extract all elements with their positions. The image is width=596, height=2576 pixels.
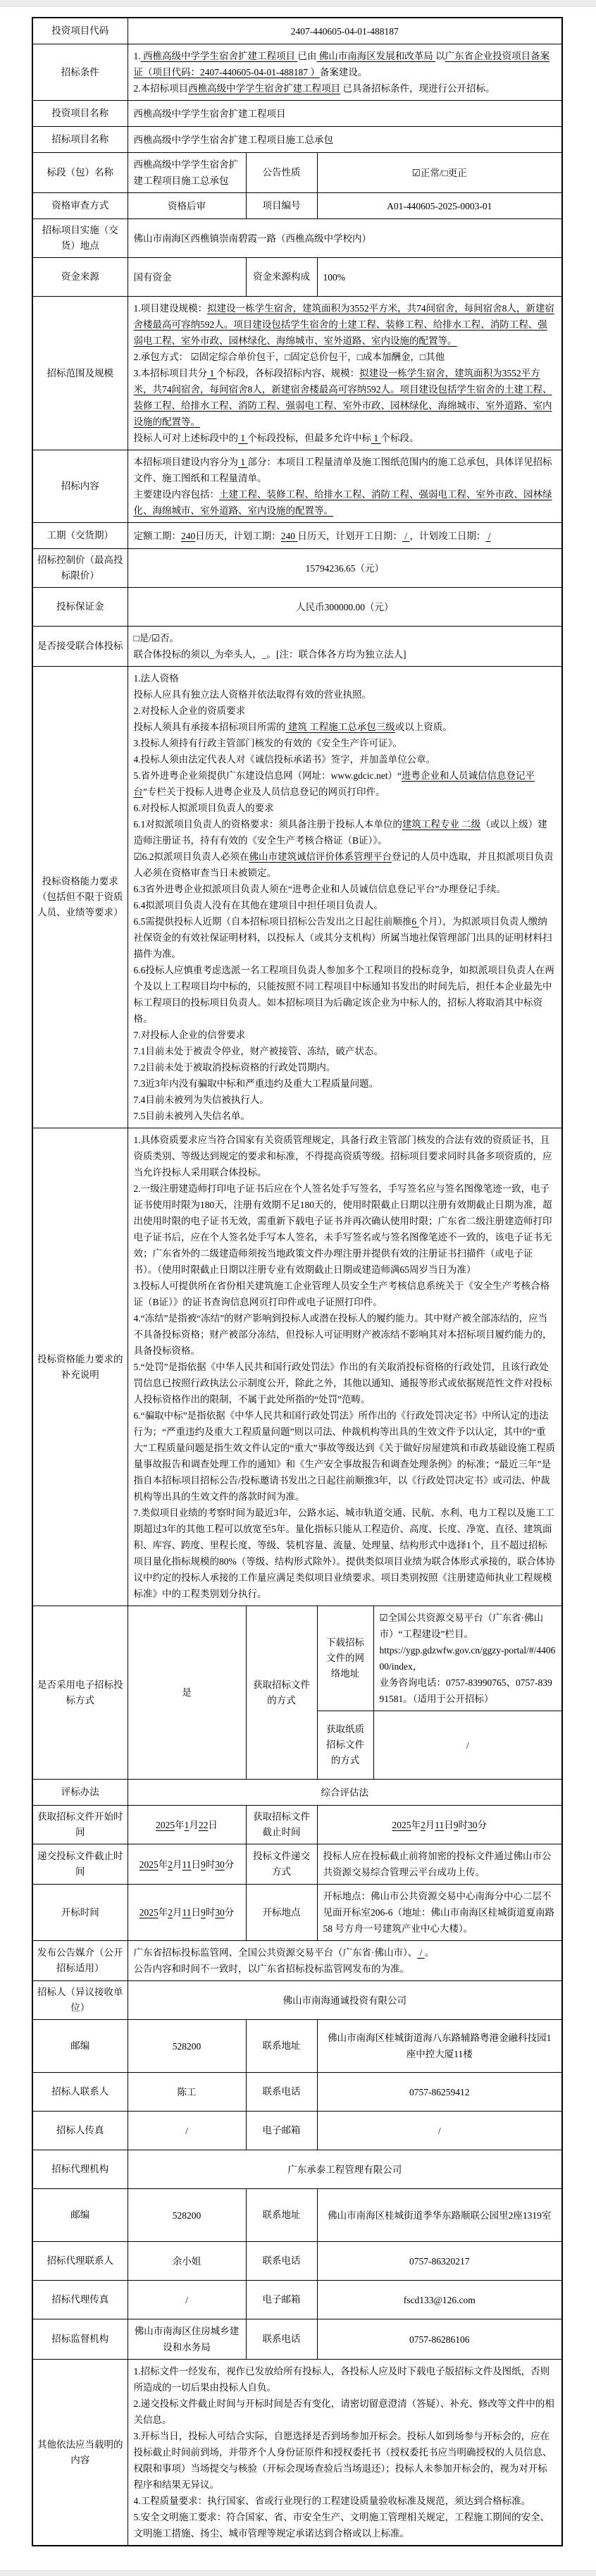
project-number-label: 项目编号 (246, 193, 317, 219)
investment-project-name-value: 西樵高级中学学生宿舍扩建工程项目 (128, 101, 562, 127)
row-qualification-review (32, 193, 562, 219)
bid-announcement-table (32, 17, 563, 2546)
agency-postcode-label: 邮编 (32, 2189, 128, 2242)
tender-project-name-label: 招标项目名称 (32, 127, 128, 153)
doc-start-label: 获取招标文件开始时间 (32, 1806, 128, 1844)
evaluation-method-label: 评标办法 (32, 1780, 128, 1806)
row-tenderer-postcode (32, 2020, 562, 2073)
scope-value: 1.项目建设规模：拟建设一栋学生宿舍，建筑面积为3552平方米，共74间宿舍，每间宿舍8人，新建宿舍楼最高可容纳592人。项目建设包括学生宿舍的土建工程、装修工程、给排水工程、消防工程、强弱电工程、室外市政、园林绿化、海绵城市、室外道路、室内设施的配置等。 2.承包方式： ☑固定综合单价包干，□固定总价包干，□成本加酬金，□其他 3.本招标项目共分 1 个标段，各标段招标内容、规模：拟建设一栋学生宿舍，建筑面积为3552平方米，共74间宿舍，每间宿舍8人，新建宿舍楼最高可容纳592人。项目建设包括学生宿舍的土建工程、装修工程、给排水工程、消防工程、强弱电工程、室外市政、园林绿化、海绵城市、室外道路、室内设施的配置等。 投标人可对上述标段中的 1 个标段投标，但最多允许中标 1 个标段。 (128, 297, 562, 450)
tenderer-address-label: 联系地址 (246, 2020, 317, 2073)
tenderer-value: 佛山市南海通诚投资有限公司 (128, 1981, 562, 2020)
row-bid-deposit (32, 588, 562, 627)
submit-deadline-value: 2025年2月11日9时30分 (128, 1844, 246, 1885)
bid-deposit-value: 人民币300000.00（元） (128, 588, 562, 627)
opening-time-value: 2025年2月11日9时30分 (128, 1885, 246, 1941)
duration-value: 定额工期：240日历天，计划工期：240 日历天，计划开工日期： / ，计划竣工日期： / (128, 523, 562, 549)
row-section-name (32, 153, 562, 193)
row-tenderer-fax (32, 2112, 562, 2150)
supervisor-value: 佛山市南海区住房城乡建设和水务局 (128, 2319, 246, 2360)
agency-address-label: 联系地址 (246, 2189, 317, 2242)
electronic-bidding-value: 是 (128, 1606, 246, 1780)
price-ceiling-value: 15794236.65（元） (128, 549, 562, 588)
row-content (32, 450, 562, 523)
tenderer-email-value: / (317, 2112, 562, 2150)
download-address-value: ☑全国公共资源交易平台（广东省·佛山市）“工程建设”栏目。 https://ygp.gdzwfw.gov.cn/ggzy-portal/#/440600/index， 业务咨询电话：0757-83990765、0757-83991581。（适用于公开招标） (373, 1606, 562, 1711)
tenderer-email-label: 电子邮箱 (246, 2112, 317, 2150)
qualification-requirements-label: 投标资格能力要求（包括但不限于资质人员、业绩等要求） (32, 667, 128, 1128)
row-consortium (32, 627, 562, 667)
agency-label: 招标代理机构 (32, 2150, 128, 2189)
submit-deadline-label: 递交投标文件截止时间 (32, 1844, 128, 1885)
supervisor-phone-label: 联系电话 (246, 2319, 317, 2360)
bid-deposit-label: 投标保证金 (32, 588, 128, 627)
agency-contact-label: 招标代理联系人 (32, 2242, 128, 2281)
tenderer-contact-value: 陈工 (128, 2073, 246, 2112)
row-investment-project-name (32, 101, 562, 127)
row-agency-contact (32, 2242, 562, 2281)
content-label: 招标内容 (32, 450, 128, 523)
row-qualification-supplement (32, 1128, 562, 1606)
investment-code-value: 2407-440605-04-01-488187 (128, 18, 562, 44)
row-supervisor (32, 2319, 562, 2360)
row-bid-conditions (32, 44, 562, 101)
location-value: 佛山市南海区西樵镇崇南碧霞一路（西樵高级中学校内） (128, 219, 562, 258)
opening-time-label: 开标时间 (32, 1885, 128, 1941)
page-bottom-spacer (0, 2546, 596, 2570)
tenderer-address-value: 佛山市南海区桂城街道海八东路辅路粤港金融科技园1座中控大厦11楼 (317, 2020, 562, 2073)
qualification-review-value: 资格后审 (128, 193, 246, 219)
other-contents-label: 其他依法应当载明的内容 (32, 2360, 128, 2546)
row-doc-obtain-time (32, 1806, 562, 1844)
qualification-review-label: 资格审查方式 (32, 193, 128, 219)
other-contents-value: 1.招标文件一经发布，视作已发放给所有投标人，各投标人应及时下载电子版招标文件及图纸，否则所造成的一切后果由投标人自负。 2.递交投标文件截止时间与开标时间是否有变化，请密切留意澄清（答疑）、补充、修改等文件中的相关信息。 3.开标当日，投标人可结合实际，自愿选择是否到场参加开标会。投标人如到场参与开标会的，应在投标截止时间前到场，并带齐个人身份证原件和授权委托书（授权委托书应当明确授权的人员信息、权限和事项）当场提交与核验（开标会现场查验后当场退还）；投标人未参加开标会的，视为对开标程序和结果无异议。 4.工程质量要求：执行国家、省或行业现行的工程建设质量验收标准及规范，须达到合格标准。 5.安全文明施工要求：符合国家、省、市安全生产、文明施工管理相关规定，工程施工期间的安全、文明施工措施、扬尘、城市管理等规定承诺达到合格或以上标准。 (128, 2360, 562, 2546)
row-agency (32, 2150, 562, 2189)
investment-code-label: 投资项目代码 (32, 18, 128, 44)
tenderer-fax-value: / (128, 2112, 246, 2150)
evaluation-method-value: 综合评估法 (128, 1780, 562, 1806)
tenderer-label: 招标人（异议接收单位） (32, 1981, 128, 2020)
opening-place-value: 开标地点：佛山市公共资源交易中心南海分中心二层不见面开标室206-6（地址：佛山市南海区桂城街道夏南路 58 号方舟一号建筑产业中心大楼）。 (317, 1885, 562, 1941)
row-evaluation-method (32, 1780, 562, 1806)
row-location (32, 219, 562, 258)
submit-method-label: 投标文件递交方式 (246, 1844, 317, 1885)
consortium-label: 是否接受联合体投标 (32, 627, 128, 667)
agency-address-value: 佛山市南海区桂城街道季华东路顺联公园里2座1319室 (317, 2189, 562, 2242)
tender-project-name-value: 西樵高级中学学生宿舍扩建工程项目施工总承包 (128, 127, 562, 153)
row-electronic-bidding (32, 1606, 562, 1711)
row-announcement-media (32, 1941, 562, 1981)
tenderer-postcode-label: 邮编 (32, 2020, 128, 2073)
announcement-media-label: 发布公告媒介（公开招标适用） (32, 1941, 128, 1981)
qualification-supplement-label: 投标资格能力要求的补充说明 (32, 1128, 128, 1606)
row-tenderer (32, 1981, 562, 2020)
agency-fax-value: / (128, 2281, 246, 2319)
tenderer-postcode-value: 528200 (128, 2020, 246, 2073)
agency-email-value: fscd133@126.com (317, 2281, 562, 2319)
row-fund-source (32, 258, 562, 297)
row-investment-code (32, 18, 562, 44)
tenderer-phone-value: 0757-86259412 (317, 2073, 562, 2112)
content-value: 本招标项目建设内容分为 1 部分：本项目工程量清单及施工图纸范围内的施工总承包，具体详见招标文件、施工图纸和工程量清单。 主要建设内容包括：土建工程、装修工程、给排水工程、消防工程、强弱电工程、室外市政、园林绿化、海绵城市、室外道路、室内设施的配置等。 (128, 450, 562, 523)
location-label: 招标项目实施（交货）地点 (32, 219, 128, 258)
doc-deadline-value: 2025年2月11日9时30分 (317, 1806, 562, 1844)
supervisor-label: 招标监督机构 (32, 2319, 128, 2360)
agency-contact-value: 余小姐 (128, 2242, 246, 2281)
fund-composition-value: 100% (317, 258, 562, 297)
agency-email-label: 电子邮箱 (246, 2281, 317, 2319)
announcement-media-value: 广东省招标投标监管网、全国公共资源交易平台（广东省·佛山市）、 / 。 公告内容和时间不一致时，以广东省招标投标监管网发布的为准。 (128, 1941, 562, 1981)
agency-phone-value: 0757-86320217 (317, 2242, 562, 2281)
row-tenderer-contact (32, 2073, 562, 2112)
doc-deadline-label: 获取招标文件截止时间 (246, 1806, 317, 1844)
fund-composition-label: 资金来源构成 (246, 258, 317, 297)
agency-phone-label: 联系电话 (246, 2242, 317, 2281)
announcement-nature-label: 公告性质 (246, 153, 317, 193)
agency-fax-label: 招标代理传真 (32, 2281, 128, 2319)
fund-source-value: 国有资金 (128, 258, 246, 297)
bid-conditions-label: 招标条件 (32, 44, 128, 101)
row-duration (32, 523, 562, 549)
page-bottom-strip (0, 2570, 596, 2576)
paper-method-label: 获取纸质招标文件的方式 (317, 1711, 373, 1780)
electronic-bidding-label: 是否采用电子招标投标方式 (32, 1606, 128, 1780)
duration-label: 工期（交货期） (32, 523, 128, 549)
row-agency-fax (32, 2281, 562, 2319)
section-name-label: 标段（包）名称 (32, 153, 128, 193)
row-opening (32, 1885, 562, 1941)
qualification-requirements-value: 1.法人资格 投标人应具有独立法人资格并依法取得有效的营业执照。 2.对投标人企业的资质要求 投标人须具有承接本招标项目所需的 建筑 工程施工总承包三级或以上资质。 3.投标人须持有行政主管部门核发的有效的《安全生产许可证》。 4.投标人须由法定代表人对《诚信投标承诺书》签字，并加盖单位公章。 5.省外进粤企业须提供广东建设信息网（网址：www.gdcic.net）“进粤企业和人员诚信信息登记平台”专栏关于投标人进粤企业及人员信息登记的网页打印件。 6.对投标人拟派项目负责人的要求 6.1对拟派项目负责人的资格要求：须具备注册于投标人本单位的建筑工程专业 二级（或以上级）建造师注册证书，持有有效的《安全生产考核合格证（B证）》。 ☑6.2拟派项目负责人必须在佛山市建筑诚信评价体系管理平台登记的人员中选取，并且拟派项目负责人必须在资格审查当日未被锁定。 6.3省外进粤企业拟派项目负责人须在“进粤企业和人员诚信信息登记平台”办理登记手续。 6.4拟派项目负责人没有在其他在建项目中担任项目负责人。 6.5需提供投标人近期（自本招标项目招标公告发出之日起往前顺推6 个月），为拟派项目负责人缴纳社保资金的有效社保证明材料，以投标人（或其分支机构）所属当地社保管理部门出具的证明材料扫描件为准。 6.6投标人应慎重考虑选派一名工程项目负责人参加多个工程项目的投标竞争，如拟派项目负责人在两个及以上工程项目均中标的，只能按照不同工程项目中标通知书发出的时间先后，担任本企业最先中标工程项目的投标项目负责人。如本招标项目为后确定该企业为中标人的，招标人将取消其中标资格。 7.对投标人企业的信誉要求 7.1目前未处于被责令停业，财产被接管、冻结，破产状态。 7.2目前未处于被取消投标资格的行政处罚期内。 7.3近3年内没有骗取中标和严重违约及重大工程质量问题。 7.4目前未被列为失信被执行人。 7.5目前未被列入失信名单。 (128, 667, 562, 1128)
tenderer-fax-label: 招标人传真 (32, 2112, 128, 2150)
announcement-nature-value: ☑正常/□更正 (317, 153, 562, 193)
fund-source-label: 资金来源 (32, 258, 128, 297)
row-submit-deadline (32, 1844, 562, 1885)
tenderer-contact-label: 招标人联系人 (32, 2073, 128, 2112)
page-top-strip (0, 0, 596, 7)
doc-start-value: 2025年1月22日 (128, 1806, 246, 1844)
project-number-value: A01-440605-2025-0003-01 (317, 193, 562, 219)
bid-conditions-value: 1. 西樵高级中学学生宿舍扩建工程项目 已由 佛山市南海区发展和改革局 以广东省企业投资项目备案证（项目代码：2407-440605-04-01-488187 ）备案建设。 2.本招标项目西樵高级中学学生宿舍扩建工程项目 已具备招标条件，现进行公开招标。 (128, 44, 562, 101)
qualification-supplement-value: 1.具体资质要求应当符合国家有关资质管理规定，具备行政主管部门核发的合法有效的资质证书，且资质类别、等级达到规定的要求和标准，不得提高资质等级。招标项目要求同时具备多项资质的，应当允许投标人采用联合体投标。 2.一级注册建造师打印电子证书后应在个人签名处手写签名，手写签名应与签名图像笔迹一致，电子证书使用时限为180天，注册有效期不足180天的，使用时限截止日期以注册有效期截止日期为准，超出使用时限的电子证书无效，需重新下载电子证书并再次确认使用时限；广东省二级注册建造师打印电子证书后，应在个人签名处手写本人签名，未手写签名或与签名图像笔迹不一致的，该电子证书无效；广东省外的二级建造师须按当地政策文件办理注册并提供有效的注册证书扫描件（或电子证书）。（使用时限截止日期以注册专业有效期截止日期或建造师满65周岁当日为准） 3.投标人可提供所在省份相关建筑施工企业管理人员安全生产考核信息系统关于《安全生产考核合格证（B证）》的证书查询信息网页打印件或电子证照打印件。 4.“冻结”是指被“冻结”的财产影响到投标人或潜在投标人的履约能力。其中财产被全部冻结的，应当不具备投标资格；财产被部分冻结，但投标人可证明财产被冻结不影响其对本招标项目履约能力的，具备投标资格。 5.“处罚”是指依据《中华人民共和国行政处罚法》作出的有关取消投标资格的行政处罚，且该行政处罚信息已按照行政执法公示制度公开，除此之外，其他以通知、通报等形式或依据规范性文件对投标人投标资格作出的限制，不属于此处所指的“处罚”范畴。 6.“骗取中标”是指依据《中华人民共和国行政处罚法》所作出的《行政处罚决定书》中所认定的违法行为；“严重违约及重大工程质量问题”则以司法、仲裁机构等出具的生效文件予以认定，其中的“重大”工程质量问题是指生效文件认定的“重大”事故等级达到《关于做好房屋建筑和市政基础设施工程质量事故报告和调查处理工作的通知》和《生产安全事故报告和调查处理条例》的标准；“最近三年”是指自本招标项目招标公告/投标邀请书发出之日起往前顺推3年，以《行政处罚决定书》或司法、仲裁机构等出具的生效文件的落款时间为准。 7.类似项目业绩的考察时间为最近3年，公路水运、城市轨道交通、民航、水利、电力工程以及施工工期超过3年的其他工程可以放宽至5年。量化指标只能从工程造价、高度、长度、净宽、直径、建筑面积、库容、跨度、里程长度、等级、装机容量、流量、处理量、结构形式中选择1个，且不超过招标项目量化指标规模的80%（等级、结构形式除外）。提供类似项目业绩为联合体形式承接的，联合体协议中约定的投标人承接的工作量应满足类似项目业绩要求。项目类别按照《注册建造师执业工程规模标准》中的工程类别划分执行。 (128, 1128, 562, 1606)
submit-method-value: 投标人应在投标截止前将加密的投标文件通过佛山市公共资源交易综合管理云平台成功上传。 (317, 1844, 562, 1885)
consortium-value: □是/☑否。 联合体投标的须以_为牵头人，_。[注：联合体各方均为独立法人] (128, 627, 562, 667)
investment-project-name-label: 投资项目名称 (32, 101, 128, 127)
scope-label: 招标范围及规模 (32, 297, 128, 450)
opening-place-label: 开标地点 (246, 1885, 317, 1941)
tenderer-phone-label: 联系电话 (246, 2073, 317, 2112)
section-name-value: 西樵高级中学学生宿舍扩建工程项目施工总承包 (128, 153, 246, 193)
doc-method-label: 获取招标文件的方式 (246, 1606, 317, 1780)
row-scope (32, 297, 562, 450)
agency-value: 广东承泰工程管理有限公司 (128, 2150, 562, 2189)
paper-method-value: / (373, 1711, 562, 1780)
row-price-ceiling (32, 549, 562, 588)
supervisor-phone-value: 0757-86286106 (317, 2319, 562, 2360)
row-other-contents (32, 2360, 562, 2546)
row-tender-project-name (32, 127, 562, 153)
download-address-label: 下载招标文件的网络地址 (317, 1606, 373, 1711)
price-ceiling-label: 招标控制价（最高投标限价） (32, 549, 128, 588)
row-agency-postcode (32, 2189, 562, 2242)
agency-postcode-value: 528200 (128, 2189, 246, 2242)
row-qualification-requirements (32, 667, 562, 1128)
